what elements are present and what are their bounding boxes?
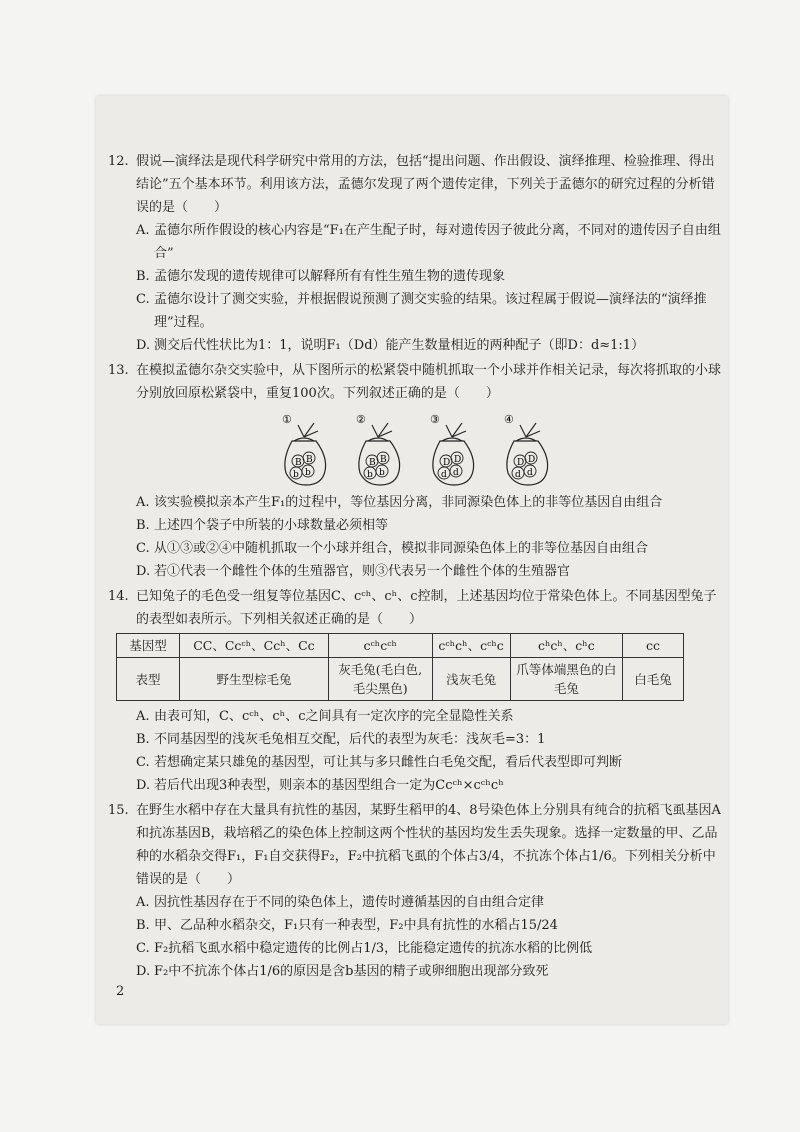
page-number: 2 — [116, 984, 125, 999]
option-b: B. 孟德尔发现的遗传规律可以解释所有有性生殖生物的遗传现象 — [136, 269, 506, 284]
svg-text:B: B — [369, 458, 376, 468]
option-a: A. 因抗性基因存在于不同的染色体上，遗传时遵循基因的自由组合定律 — [136, 895, 545, 910]
bag-label: ② — [356, 413, 366, 426]
svg-text:D: D — [528, 455, 536, 465]
question-13 — [108, 359, 726, 583]
svg-text:d: d — [527, 468, 533, 478]
bag-label: ① — [282, 413, 292, 426]
table-cell: cʰcʰ、cʰc — [510, 634, 622, 658]
question-12 — [108, 150, 726, 357]
question-stem: 在模拟孟德尔杂交实验中，从下图所示的松紧袋中随机抓取一个小球并作相关记录，每次将抓取的小球分别放回原松紧袋中，重复100次。下列叙述正确的是（ ） — [136, 363, 722, 401]
bag-label: ④ — [504, 413, 514, 426]
svg-text:b: b — [379, 468, 385, 478]
option-d: D. 若后代出现3种表型，则亲本的基因型组合一定为Ccᶜʰ×cᶜʰcʰ — [136, 778, 504, 793]
option-d: D. 测交后代性状比为1：1，说明F₁（Dd）能产生数量相近的两种配子（即D：d≈1:1） — [136, 338, 645, 353]
bag-figure — [278, 411, 726, 487]
option-b: B. 甲、乙品种水稻杂交，F₁只有一种表型，F₂中具有抗性的水稻占15/24 — [136, 918, 558, 933]
question-14 — [108, 585, 726, 797]
table-cell: 白毛兔 — [623, 658, 684, 701]
option-a: A. 孟德尔所作假设的核心内容是“F₁在产生配子时，每对遗传因子彼此分离，不同对的遗传因子自由组合” — [136, 223, 721, 261]
drawstring-bag-2 — [352, 411, 404, 487]
table-cell: cᶜʰcᶜʰ — [328, 634, 432, 658]
option-d: D. 若①代表一个雌性个体的生殖器官，则③代表另一个雌性个体的生殖器官 — [136, 564, 571, 579]
table-row — [117, 634, 684, 658]
svg-text:D: D — [443, 458, 451, 468]
table-cell: CC、Ccᶜʰ、Ccʰ、Cc — [180, 634, 329, 658]
option-c: C. 孟德尔设计了测交实验，并根据假说预测了测交实验的结果。该过程属于假说—演绎法的“演绎推理”过程。 — [136, 292, 707, 330]
table-row — [117, 658, 684, 701]
svg-text:D: D — [517, 458, 525, 468]
table-cell: cc — [623, 634, 684, 658]
option-b: B. 不同基因型的浅灰毛兔相互交配，后代的表型为灰毛：浅灰毛=3：1 — [136, 732, 546, 747]
table-cell: 灰毛兔(毛白色,毛尖黑色) — [328, 658, 432, 701]
question-number: 14. — [108, 589, 129, 604]
table-cell: 表型 — [117, 658, 180, 701]
option-a: A. 该实验模拟亲本产生F₁的过程中，等位基因分离，非同源染色体上的非等位基因自由组合 — [136, 495, 663, 510]
table-cell: cᶜʰcʰ、cᶜʰc — [432, 634, 510, 658]
table-cell: 爪等体端黑色的白毛兔 — [510, 658, 622, 701]
question-stem: 已知兔子的毛色受一组复等位基因C、cᶜʰ、cʰ、c控制，上述基因均位于常染色体上。不同基因型兔子的表型如表所示。下列相关叙述正确的是（ ） — [136, 589, 717, 627]
svg-text:b: b — [367, 470, 373, 480]
option-c: C. 从①③或②④中随机抓取一个小球并组合，模拟非同源染色体上的非等位基因自由组合 — [136, 541, 649, 556]
page-content — [108, 150, 726, 983]
table-cell: 浅灰毛兔 — [432, 658, 510, 701]
svg-text:b: b — [293, 470, 299, 480]
svg-text:B: B — [380, 455, 387, 465]
question-stem: 在野生水稻中存在大量具有抗性的基因，某野生稻甲的4、8号染色体上分别具有纯合的抗稻飞虱基因A和抗冻基因B，栽培稻乙的染色体上控制这两个性状的基因均发生丢失现象。选择一定数量的甲、乙品种的水稻杂交得F₁，F₁自交获得F₂，F₂中抗稻飞虱的个体占3/4，不抗冻个体占1/6。下列相关分析中错误的是（ ） — [136, 803, 721, 887]
exam-page — [96, 96, 728, 1024]
drawstring-bag-4 — [500, 411, 552, 487]
question-15 — [108, 799, 726, 983]
drawstring-bag-3 — [426, 411, 478, 487]
svg-text:b: b — [305, 468, 311, 478]
svg-text:d: d — [453, 468, 459, 478]
option-d: D. F₂中不抗冻个体占1/6的原因是含b基因的精子或卵细胞出现部分致死 — [136, 964, 549, 979]
table-cell: 野生型棕毛兔 — [180, 658, 329, 701]
question-number: 12. — [108, 154, 129, 169]
question-stem: 假说—演绎法是现代科学研究中常用的方法，包括“提出问题、作出假设、演绎推理、检验推理、得出结论”五个基本环节。利用该方法，孟德尔发现了两个遗传定律，下列关于孟德尔的研究过程的分析错误的是（ ） — [136, 154, 715, 215]
genotype-table — [116, 633, 684, 701]
question-number: 13. — [108, 363, 129, 378]
option-a: A. 由表可知，C、cᶜʰ、cʰ、c之间具有一定次序的完全显隐性关系 — [136, 709, 514, 724]
bag-label: ③ — [430, 413, 440, 426]
option-c: C. F₂抗稻飞虱水稻中稳定遗传的比例占1/3，比能稳定遗传的抗冻水稻的比例低 — [136, 941, 593, 956]
svg-text:d: d — [515, 470, 521, 480]
svg-text:B: B — [295, 458, 302, 468]
svg-text:B: B — [306, 455, 313, 465]
option-c: C. 若想确定某只雄兔的基因型，可让其与多只雌性白毛兔交配，看后代表型即可判断 — [136, 755, 623, 770]
svg-text:D: D — [454, 455, 462, 465]
question-number: 15. — [108, 803, 129, 818]
option-b: B. 上述四个袋子中所装的小球数量必须相等 — [136, 518, 389, 533]
svg-text:d: d — [441, 470, 447, 480]
table-cell: 基因型 — [117, 634, 180, 658]
drawstring-bag-1 — [278, 411, 330, 487]
